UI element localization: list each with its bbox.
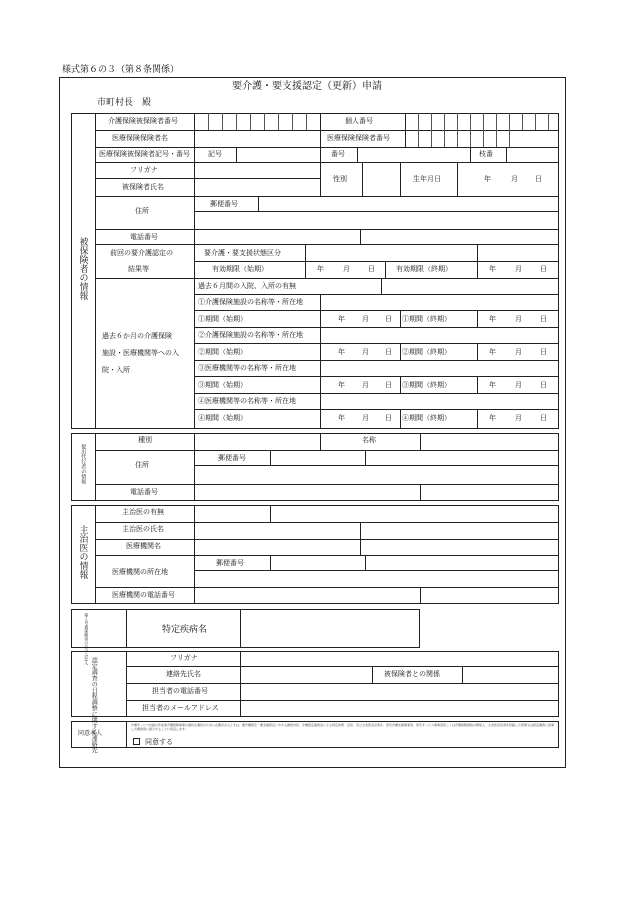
personal-no-label: 個人番号 bbox=[345, 117, 373, 125]
doctor-postal-label: 郵便番号 bbox=[216, 559, 244, 567]
birthdate-label: 生年月日 bbox=[413, 175, 441, 183]
p4-start: ④期間（始期） bbox=[198, 414, 247, 422]
birth-year: 年 bbox=[484, 175, 491, 183]
disease-label: 特定疾病名 bbox=[162, 625, 208, 635]
p1-start: ①期間（始期） bbox=[198, 315, 247, 323]
consent-text: 介護サービス計画の作成等介護保険事業の適切な運営のために必要があるときは、要介護認定・要支援認定にかかる調査内容、介護認定審査会による判定結果・意見、及び主治医意見書を、居宅介護支援事業者、居宅サービス事業者若しくは介護保険施設の関係人、主治医意見書を記載した医師又は認定調査に従事した調査員に提示することに同意します。 bbox=[131, 723, 555, 731]
p2-end: ②期間（終期） bbox=[402, 348, 451, 356]
form-title: 要介護・要支援認定（更新）申請 bbox=[232, 81, 382, 92]
p4-start-year: 年 bbox=[338, 414, 345, 422]
facility4: ④医療機関等の名称等・所在地 bbox=[198, 397, 296, 405]
valid-start-day: 日 bbox=[368, 265, 375, 273]
proxy-address-label: 住所 bbox=[135, 461, 149, 469]
insured-no-label: 介護保険被保険者番号 bbox=[108, 117, 178, 125]
p2-start-year: 年 bbox=[338, 348, 345, 356]
p1-end-year: 年 bbox=[489, 315, 496, 323]
medical-insurer-no-label: 医療保険保険者番号 bbox=[327, 134, 390, 142]
p3-end-day: 日 bbox=[540, 381, 547, 389]
proxy-section-label: 提出代行者の情報 bbox=[80, 444, 87, 484]
p4-end-year: 年 bbox=[489, 414, 496, 422]
address-label: 住所 bbox=[135, 207, 149, 215]
proxy-type-label: 種別 bbox=[138, 436, 152, 444]
p2-start-day: 日 bbox=[385, 348, 392, 356]
p3-start-day: 日 bbox=[385, 381, 392, 389]
proxy-name-label: 名称 bbox=[362, 436, 376, 444]
facility3: ③医療機関等の名称等・所在地 bbox=[198, 364, 296, 372]
contact-furigana-label: フリガナ bbox=[170, 654, 198, 662]
birth-day: 日 bbox=[535, 175, 542, 183]
prev-cert-label-1: 前回の要介護認定の bbox=[110, 249, 173, 257]
doctor-location-label: 医療機関の所在地 bbox=[112, 568, 168, 576]
p1-start-month: 月 bbox=[362, 315, 369, 323]
p4-start-day: 日 bbox=[385, 414, 392, 422]
contact-phone-label: 担当者の電話番号 bbox=[152, 687, 208, 695]
contact-section-label: 認定調査の日程調整に関する連絡先 bbox=[90, 657, 98, 753]
specified-section bbox=[71, 609, 420, 648]
consent-agree-label: 同意する bbox=[145, 738, 173, 746]
valid-start-month: 月 bbox=[343, 265, 350, 273]
past6-label-1: 過去６か月の介護保険 bbox=[102, 332, 172, 340]
proxy-postal-label: 郵便番号 bbox=[218, 454, 246, 462]
p4-end: ④期間（終期） bbox=[402, 414, 451, 422]
past6-head: 過去６月間の入院、入所の有無 bbox=[198, 282, 296, 290]
valid-end-year: 年 bbox=[489, 265, 496, 273]
branch-label: 枝番 bbox=[479, 150, 493, 158]
p2-end-month: 月 bbox=[515, 348, 522, 356]
p2-end-year: 年 bbox=[489, 348, 496, 356]
symbol-label: 記号 bbox=[208, 150, 222, 158]
p4-end-day: 日 bbox=[540, 414, 547, 422]
consent-checkbox[interactable] bbox=[133, 738, 140, 745]
birth-month: 月 bbox=[511, 175, 518, 183]
doctor-phone-label: 医療機関の電話番号 bbox=[112, 591, 175, 599]
form-number: 様式第６の３（第８条関係） bbox=[62, 65, 180, 75]
p3-end: ③期間（終期） bbox=[402, 381, 451, 389]
valid-start-label: 有効期限（始期） bbox=[212, 265, 268, 273]
contact-name-label: 連絡先氏名 bbox=[166, 670, 201, 678]
p1-end: ①期間（終期） bbox=[402, 315, 451, 323]
postal-label: 郵便番号 bbox=[210, 200, 238, 208]
p3-start-year: 年 bbox=[338, 381, 345, 389]
consent-section-label: 同意本人 bbox=[78, 730, 103, 737]
p3-end-year: 年 bbox=[489, 381, 496, 389]
phone-label: 電話番号 bbox=[130, 233, 158, 241]
furigana-label: フリガナ bbox=[130, 166, 158, 174]
p1-end-month: 月 bbox=[515, 315, 522, 323]
addressee: 市町村長 殿 bbox=[97, 98, 152, 108]
valid-end-label: 有効期限（終期） bbox=[396, 265, 452, 273]
gender-label: 性別 bbox=[333, 175, 347, 183]
p4-end-month: 月 bbox=[515, 414, 522, 422]
past6-label-3: 院・入所 bbox=[102, 366, 130, 374]
prev-cert-label-2: 結果等 bbox=[128, 265, 149, 273]
p3-start-month: 月 bbox=[362, 381, 369, 389]
facility1: ①介護保険施設の名称等・所在地 bbox=[198, 298, 303, 306]
insured-name-label: 被保険者氏名 bbox=[122, 183, 164, 191]
p1-start-year: 年 bbox=[338, 315, 345, 323]
p4-start-month: 月 bbox=[362, 414, 369, 422]
has-doctor-label: 主治医の有無 bbox=[122, 508, 164, 516]
number-label: 番号 bbox=[331, 150, 345, 158]
relation-label: 被保険者との関係 bbox=[384, 670, 440, 678]
medical-symbol-label: 医療保険被保険者記号・番号 bbox=[99, 150, 190, 158]
valid-start-year: 年 bbox=[317, 265, 324, 273]
valid-end-month: 月 bbox=[515, 265, 522, 273]
doctor-name-label: 主治医の氏名 bbox=[122, 525, 164, 533]
proxy-phone-label: 電話番号 bbox=[130, 488, 158, 496]
medical-insurer-label: 医療保険保険者名 bbox=[112, 134, 168, 142]
p2-start-month: 月 bbox=[362, 348, 369, 356]
care-level-label: 要介護・要支援状態区分 bbox=[204, 249, 281, 257]
past6-label-2: 施設・医療機関等への入 bbox=[102, 349, 179, 357]
p1-end-day: 日 bbox=[540, 315, 547, 323]
institution-label: 医療機関名 bbox=[126, 542, 161, 550]
insured-section-label: 被保険者の情報 bbox=[77, 237, 88, 300]
facility2: ②介護保険施設の名称等・所在地 bbox=[198, 331, 303, 339]
contact-email-label: 担当者のメールアドレス bbox=[142, 704, 219, 712]
doctor-section-label: 主治医の情報 bbox=[77, 525, 88, 579]
p3-end-month: 月 bbox=[515, 381, 522, 389]
p3-start: ③期間（始期） bbox=[198, 381, 247, 389]
p2-end-day: 日 bbox=[540, 348, 547, 356]
p2-start: ②期間（始期） bbox=[198, 348, 247, 356]
specified-section-label: 第２号被保険者の方のみ記入 bbox=[84, 613, 90, 665]
valid-end-day: 日 bbox=[540, 265, 547, 273]
p1-start-day: 日 bbox=[385, 315, 392, 323]
